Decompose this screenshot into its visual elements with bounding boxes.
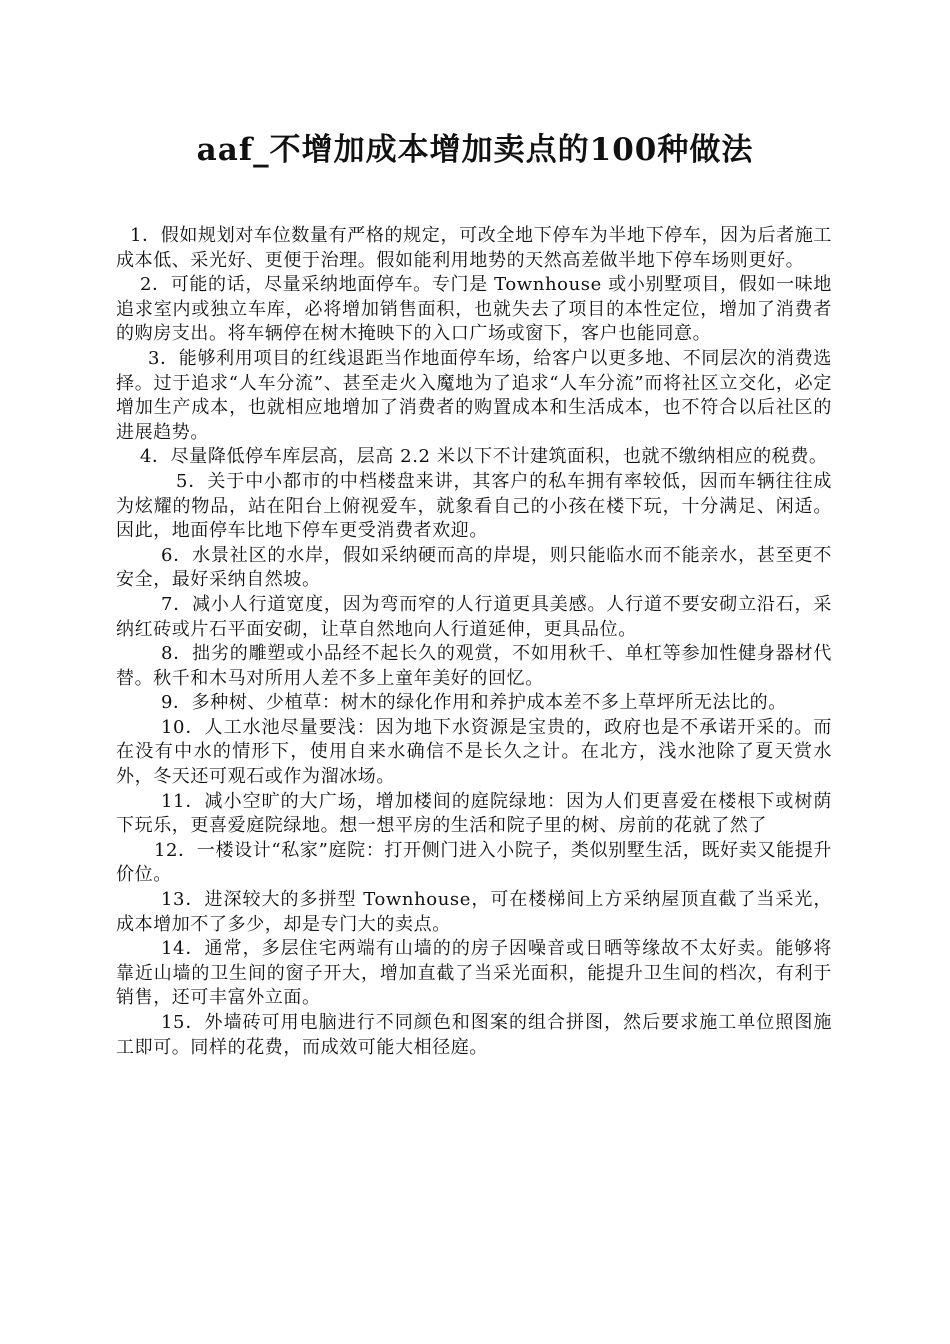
paragraph-15: 15．外墙砖可用电脑进行不同颜色和图案的组合拼图，然后要求施工单位照图施工即可。同样的花费，而成效可能大相径庭。 — [116, 1012, 832, 1058]
paragraph-11: 11．减小空旷的大广场，增加楼间的庭院绿地：因为人们更喜爱在楼根下或树荫下玩乐，更喜爱庭院绿地。想一想平房的生活和院子里的树、房前的花就了然了 — [116, 790, 832, 837]
paragraph-2: 2．可能的话，尽量采纳地面停车。专门是 Townhouse 或小别墅项目，假如一味地追求室内或独立车库，必将增加销售面积，也就失去了项目的本性定位，增加了消费者的购房支出。将车辆停在树木掩映下的入口广场或窗下，客户也能同意。 — [116, 274, 832, 345]
paragraph-10: 10．人工水池尽量要浅：因为地下水资源是宝贵的，政府也是不承诺开采的。而在没有中水的情形下，使用自来水确信不是长久之计。在北方，浅水池除了夏天赏水外，冬天还可观石或作为溜冰场。 — [116, 716, 832, 788]
document-body — [116, 224, 832, 1060]
paragraph-5: 5．关于中小都市的中档楼盘来讲，其客户的私车拥有率较低，因而车辆往往成为炫耀的物品，站在阳台上俯视爱车，就象看自己的小孩在楼下玩，十分满足、闲适。因此，地面停车比地下停车更受消费者欢迎。 — [116, 470, 832, 542]
paragraph-12: 12．一楼设计“私家”庭院：打开侧门进入小院子，类似别墅生活，既好卖又能提升价位。 — [116, 839, 832, 886]
paragraph-7: 7．减小人行道宽度，因为弯而窄的人行道更具美感。人行道不要安砌立沿石，采纳红砖或片石平面安砌，让草自然地向人行道延伸，更具品位。 — [116, 593, 832, 640]
paragraph-9: 9．多种树、少植草：树木的绿化作用和养护成本差不多上草坪所无法比的。 — [161, 692, 787, 714]
document-title: aaf_不增加成本增加卖点的100种做法 — [196, 132, 754, 168]
paragraph-8: 8．拙劣的雕塑或小品经不起长久的观赏，不如用秋千、单杠等参加性健身器材代替。秋千和木马对所用人差不多上童年美好的回忆。 — [116, 643, 832, 689]
paragraph-14: 14．通常，多层住宅两端有山墙的的房子因噪音或日晒等缘故不太好卖。能够将靠近山墙的卫生间的窗子开大，增加直截了当采光面积，能提升卫生间的档次，有利于销售，还可丰富外立面。 — [116, 938, 832, 1009]
paragraph-3: 3．能够利用项目的红线退距当作地面停车场，给客户以更多地、不同层次的消费选择。过于追求“人车分流”、甚至走火入魔地为了追求“人车分流”而将社区立交化，必定增加生产成本，也就相应地增加了消费者的购置成本和生活成本，也不符合以后社区的进展趋势。 — [116, 347, 832, 443]
paragraph-4: 4．尽量降低停车库层高，层高 2.2 米以下不计建筑面积，也就不缴纳相应的税费。 — [140, 446, 828, 468]
paragraph-1: 1．假如规划对车位数量有严格的规定，可改全地下停车为半地下停车，因为后者施工成本低、采光好、更便于治理。假如能利用地势的天然高差做半地下停车场则更好。 — [116, 225, 832, 271]
paragraph-13: 13．进深较大的多拼型 Townhouse，可在楼梯间上方采纳屋顶直截了当采光，成本增加不了多少，却是专门大的卖点。 — [116, 889, 832, 935]
paragraph-6: 6．水景社区的水岸，假如采纳硬而高的岸堤，则只能临水而不能亲水，甚至更不安全，最好采纳自然坡。 — [116, 544, 832, 591]
